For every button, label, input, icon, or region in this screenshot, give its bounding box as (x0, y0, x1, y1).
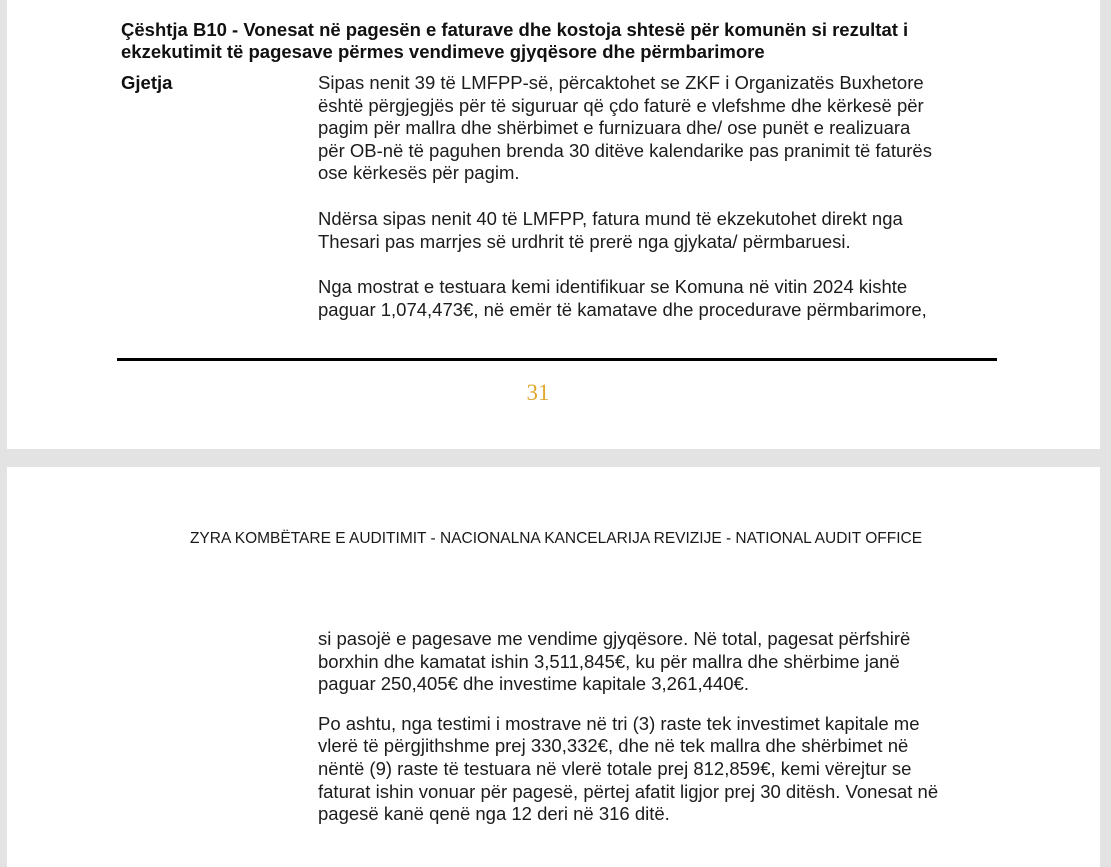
document-page-32 (7, 467, 1100, 867)
finding-label: Gjetja (121, 72, 173, 93)
paragraph: Po ashtu, nga testimi i mostrave në tri (3) raste tek investimet kapitale me vlerë të përgjithshme prej 330,332€, dhe në tek mallra dhe shërbimet në nëntë (9) raste të testuara në vlerë totale prej 812,859€, kemi vërejtur se faturat ishin vonuar për pagesë, përtej afatit ligjor prej 30 ditësh. Vonesat në pagesë kanë qenë nga 12 deri në 316 ditë. (318, 712, 939, 825)
paragraph: Sipas nenit 39 të LMFPP-së, përcaktohet se ZKF i Organizatës Buxhetore është përgjegjës për të siguruar që çdo faturë e vlefshme dhe kërkesë për pagim për mallra dhe shërbimet e furnizuara dhe/ ose punët e realizuara për OB-në të paguhen brenda 30 ditëve kalendarike pas pranimit të faturës ose kërkesës për pagim. (318, 72, 932, 184)
vertical-scrollbar[interactable] (1100, 0, 1111, 855)
paragraph: si pasojë e pagesave me vendime gjyqësore. Në total, pagesat përfshirë borxhin dhe kamatat ishin 3,511,845€, ku për mallra dhe shërbime janë paguar 250,405€ dhe investime kapitale 3,261,440€. (318, 628, 911, 695)
finding-text (318, 72, 1008, 321)
finding-text-continued (318, 628, 1008, 826)
paragraph: Nga mostrat e testuara kemi identifikuar se Komuna në vitin 2024 kishte paguar 1,074,473€, në emër të kamatave dhe procedurave përmbarimore, (318, 276, 927, 320)
paragraph: Ndërsa sipas nenit 40 të LMFPP, fatura mund të ekzekutohet direkt nga Thesari pas marrjes së urdhrit të prerë nga gjykata/ përmbaruesi. (318, 207, 903, 252)
document-page-31 (7, 0, 1100, 449)
footer-divider (117, 358, 997, 361)
page-number: 31 (526, 380, 550, 405)
page-header: ZYRA KOMBËTARE E AUDITIMIT - NACIONALNA KANCELARIJA REVIZIJE - NATIONAL AUDIT OFFICE (189, 530, 923, 547)
issue-heading: Çështja B10 - Vonesat në pagesën e faturave dhe kostoja shtesë për komunën si rezultat i ekzekutimit të pagesave përmes vendimeve gjyqësore dhe përmbarimore (121, 19, 909, 62)
